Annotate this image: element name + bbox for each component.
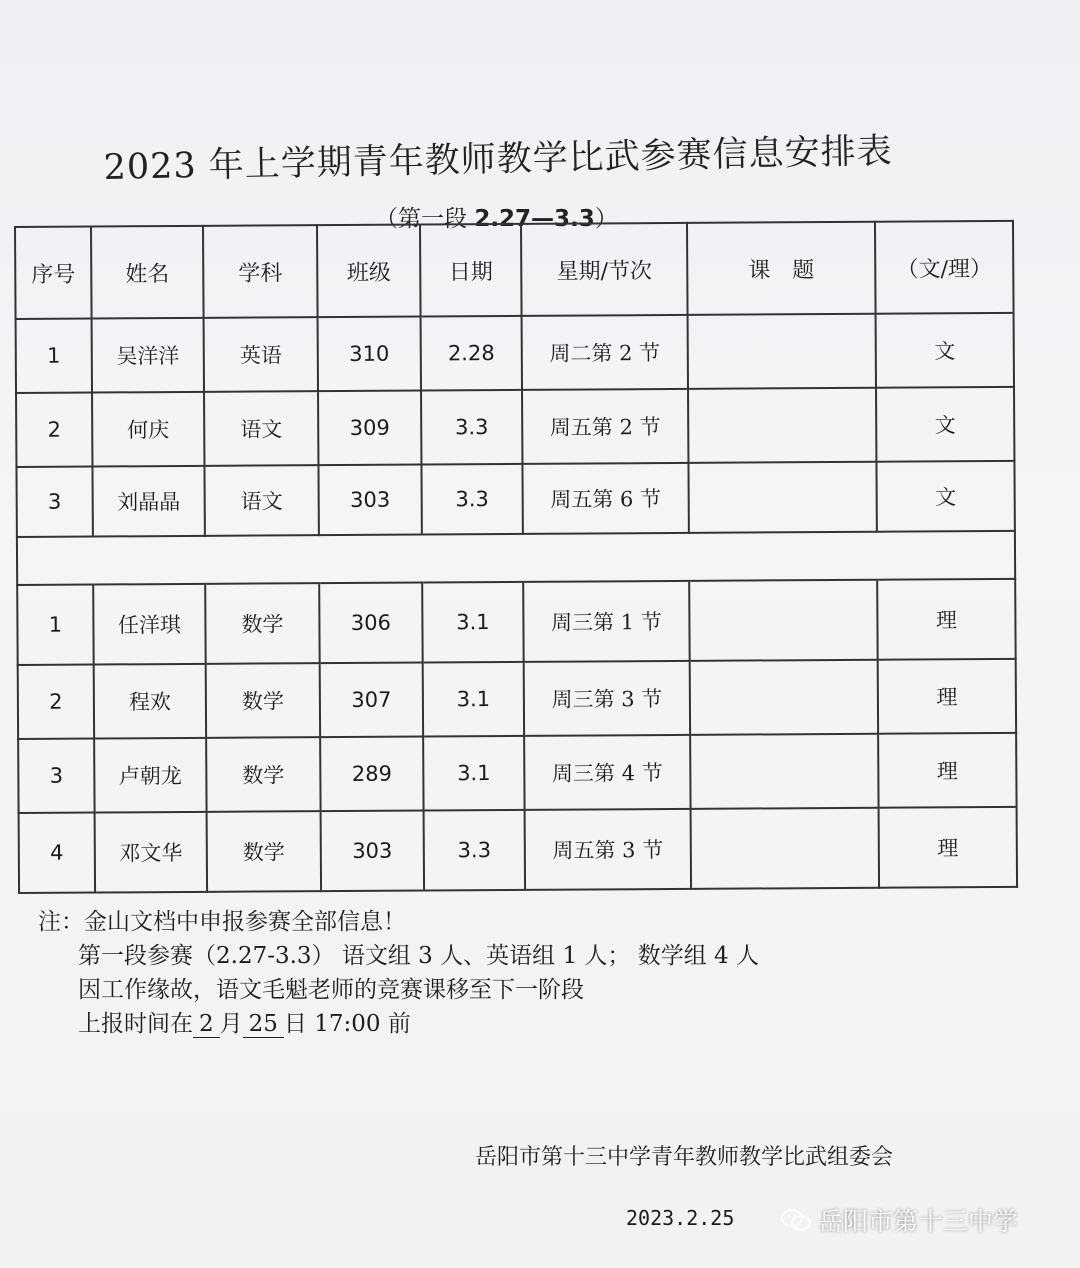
cell-subject: 语文 (204, 465, 318, 536)
cell-name: 刘晶晶 (92, 466, 204, 537)
subtitle-range: 2.27—3.3 (474, 206, 595, 232)
table-row (19, 807, 1017, 893)
table-row (18, 733, 1016, 813)
table-row (16, 461, 1014, 537)
cell-no: 1 (17, 585, 93, 665)
cell-date: 3.3 (424, 810, 525, 891)
cell-type: 文 (876, 387, 1014, 462)
cell-class: 310 (318, 317, 421, 392)
note-line-1: 注：金山文档中申报参赛全部信息！ (38, 909, 406, 935)
cell-no: 3 (18, 739, 94, 813)
cell-topic (688, 462, 876, 533)
cell-type: 文 (876, 313, 1014, 388)
cell-class: 289 (320, 737, 423, 812)
cell-slot: 周五第 6 节 (522, 463, 688, 534)
cell-type: 文 (876, 461, 1014, 532)
document-title: 2023 年上学期青年教师教学比武参赛信息安排表 (103, 131, 894, 188)
cell-class: 303 (318, 465, 421, 536)
cell-date: 2.28 (421, 316, 522, 391)
cell-name: 卢朝龙 (94, 738, 206, 813)
cell-class: 306 (319, 583, 422, 664)
issue-date: 2023.2.25 (626, 1206, 735, 1230)
table-row (16, 313, 1014, 393)
cell-class: 309 (318, 391, 421, 466)
header-class: 班级 (317, 225, 421, 318)
cell-no: 2 (18, 665, 94, 739)
cell-no: 2 (16, 393, 92, 467)
header-topic: 课 题 (687, 222, 876, 315)
cell-no: 3 (16, 467, 92, 537)
schedule-table-wrap (14, 220, 1016, 894)
table-row (18, 659, 1016, 739)
watermark-text: 岳阳市第十三中学 (818, 1207, 1019, 1236)
cell-slot: 周三第 1 节 (523, 581, 689, 662)
note-line-3: 因工作缘故，语文毛魁老师的竞赛课移至下一阶段 (78, 977, 584, 1003)
header-no: 序号 (15, 227, 92, 319)
schedule-table (14, 220, 1018, 894)
cell-slot: 周三第 3 节 (524, 661, 690, 736)
cell-type: 理 (877, 579, 1015, 660)
table-header-row (15, 221, 1014, 319)
cell-subject: 数学 (206, 737, 320, 812)
cell-topic (689, 580, 877, 661)
cell-slot: 周三第 4 节 (524, 735, 690, 810)
cell-no: 4 (19, 813, 95, 893)
cell-topic (688, 388, 876, 463)
table-separator-row (17, 531, 1015, 585)
cell-topic (691, 808, 879, 889)
note-line-2: 第一段参赛（2.27-3.3） 语文组 3 人、英语组 1 人； 数学组 4 人 (78, 943, 759, 969)
cell-date: 3.1 (423, 662, 524, 737)
cell-subject: 英语 (204, 317, 318, 392)
cell-date: 3.3 (421, 464, 522, 535)
cell-topic (690, 660, 878, 735)
cell-date: 3.1 (423, 736, 524, 811)
subtitle-prefix: （第一段 (375, 206, 467, 232)
header-subject: 学科 (203, 225, 318, 318)
cell-type: 理 (878, 733, 1016, 808)
cell-name: 邓文华 (95, 812, 207, 893)
note-deadline-day: 25 (243, 1011, 284, 1038)
cell-type: 理 (878, 659, 1016, 734)
header-name: 姓名 (91, 226, 204, 319)
cell-topic (690, 734, 878, 809)
note-deadline-suffix: 日 17:00 前 (283, 1011, 411, 1037)
subtitle-suffix: ） (594, 206, 618, 232)
cell-date: 3.1 (422, 582, 523, 663)
cell-subject: 数学 (205, 583, 319, 664)
watermark (780, 1202, 1018, 1238)
cell-type: 理 (879, 807, 1017, 888)
cell-name: 程欢 (94, 664, 206, 739)
cell-subject: 语文 (204, 391, 318, 466)
cell-topic (688, 314, 876, 389)
header-date: 日期 (420, 224, 522, 317)
notes (38, 905, 759, 1041)
cell-slot: 周五第 3 节 (525, 809, 691, 890)
cell-subject: 数学 (206, 663, 320, 738)
organizer: 岳阳市第十三中学青年教师教学比武组委会 (475, 1145, 894, 1170)
cell-class: 307 (320, 663, 423, 738)
note-line-4 (38, 1007, 759, 1041)
table-row (16, 387, 1014, 467)
note-deadline-month-label: 月 (219, 1011, 243, 1037)
cell-slot: 周五第 2 节 (522, 389, 688, 464)
note-deadline-month: 2 (193, 1011, 220, 1038)
cell-no: 1 (16, 319, 92, 393)
note-deadline-prefix: 上报时间在 (78, 1011, 193, 1037)
cell-name: 任洋琪 (93, 584, 205, 665)
wechat-icon (780, 1207, 812, 1233)
header-slot: 星期/节次 (521, 223, 688, 316)
cell-class: 303 (321, 811, 424, 892)
table-row (17, 579, 1015, 665)
cell-name: 吴洋洋 (92, 318, 204, 393)
cell-subject: 数学 (207, 811, 321, 892)
cell-slot: 周二第 2 节 (522, 315, 688, 390)
cell-name: 何庆 (92, 392, 204, 467)
cell-date: 3.3 (421, 390, 522, 465)
header-type: （文/理） (875, 221, 1014, 314)
